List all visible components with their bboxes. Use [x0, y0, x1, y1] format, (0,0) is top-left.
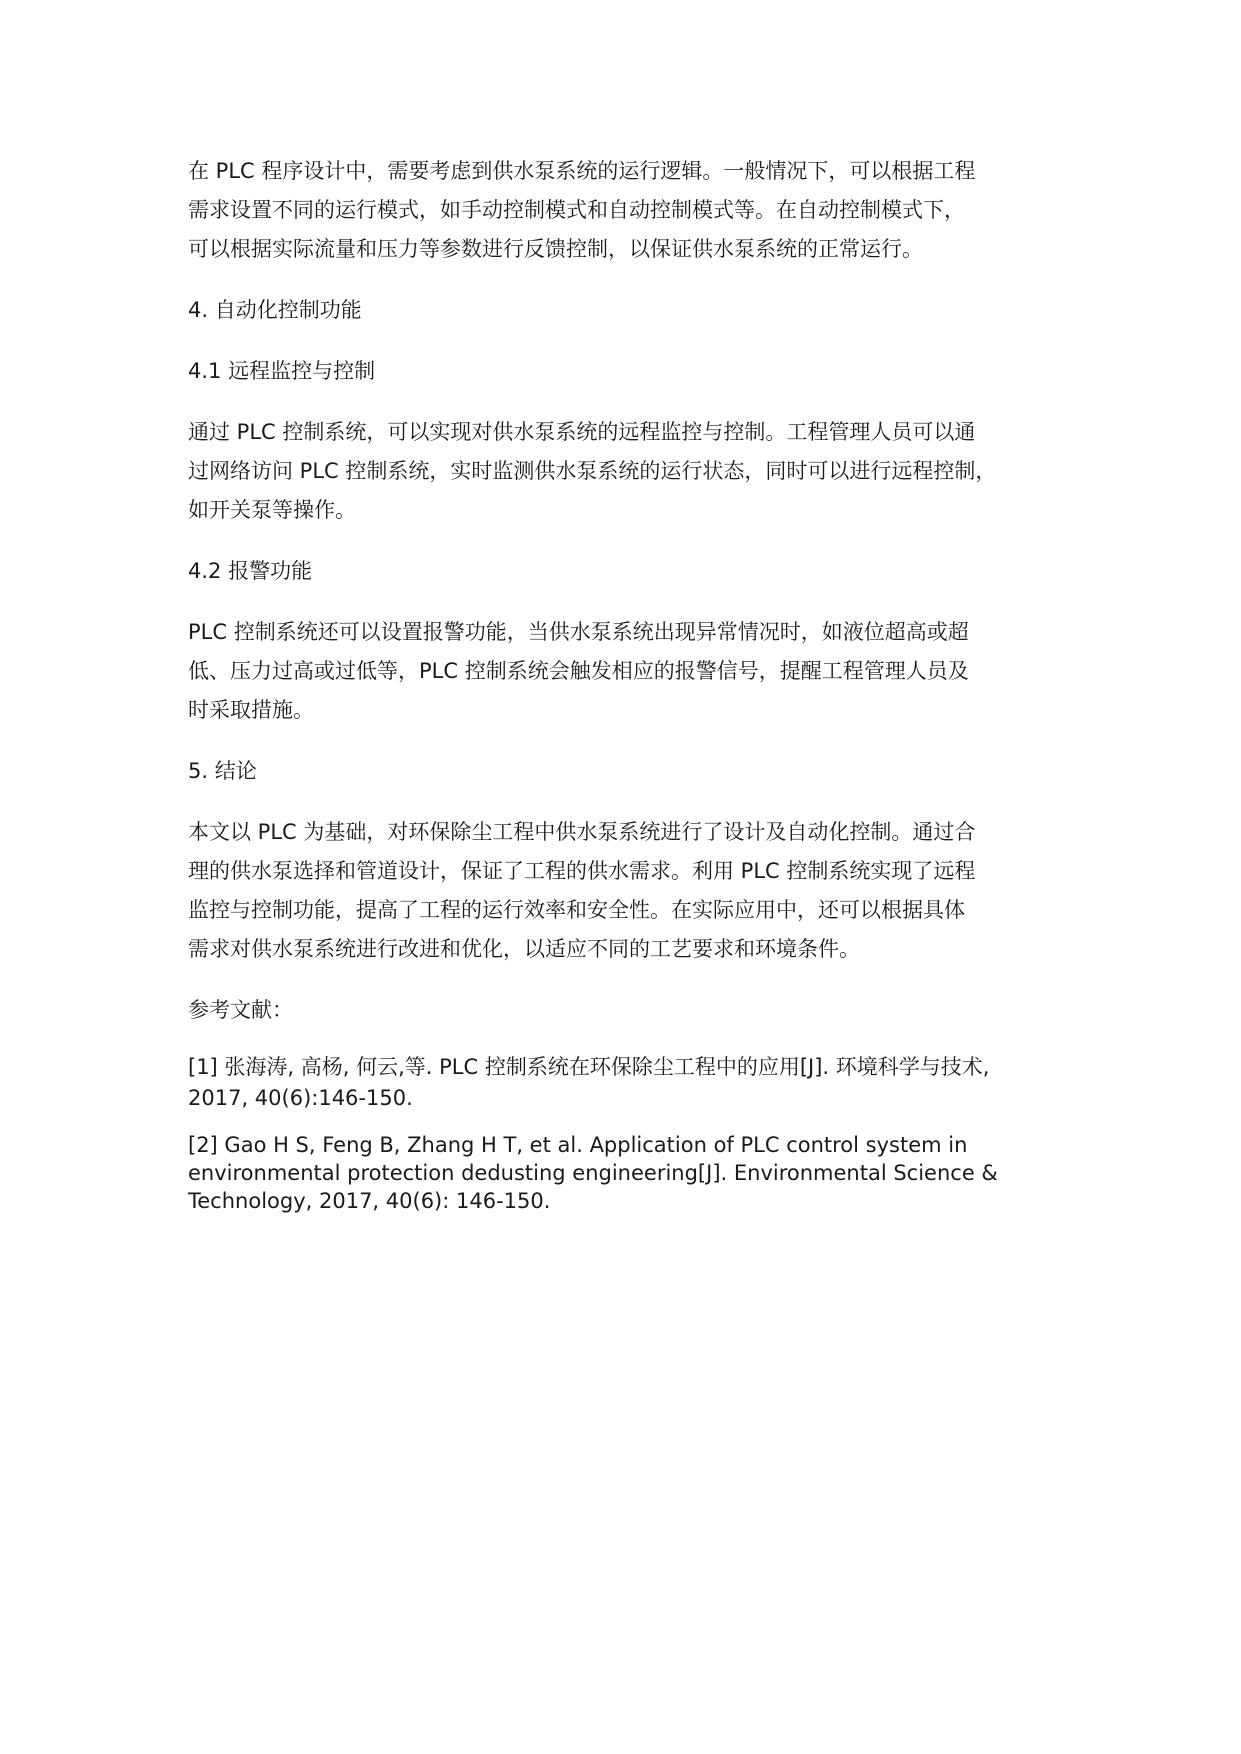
section-heading-5: 5. 结论 [188, 759, 257, 783]
section-4-1-paragraph [188, 413, 1088, 530]
paragraph-line: 在 PLC 程序设计中，需要考虑到供水泵系统的运行逻辑。一般情况下，可以根据工程 [188, 159, 976, 183]
reference-line: [2] Gao H S, Feng B, Zhang H T, et al. Application of PLC control system in [188, 1133, 968, 1157]
reference-line: environmental protection dedusting engineering[J]. Environmental Science & [188, 1161, 998, 1185]
document-body [188, 152, 1088, 1232]
section-heading-4: 4. 自动化控制功能 [188, 298, 362, 322]
paragraph-line: 理的供水泵选择和管道设计，保证了工程的供水需求。利用 PLC 控制系统实现了远程 [188, 859, 976, 883]
reference-item-1 [188, 1052, 1088, 1114]
paragraph-line: 监控与控制功能，提高了工程的运行效率和安全性。在实际应用中，还可以根据具体 [188, 898, 965, 922]
paragraph-line: 可以根据实际流量和压力等参数进行反馈控制，以保证供水泵系统的正常运行。 [188, 237, 923, 261]
reference-line: 2017, 40(6):146-150. [188, 1086, 413, 1110]
paragraph-line: 如开关泵等操作。 [188, 498, 356, 522]
reference-item-2 [188, 1131, 1088, 1215]
paragraph-line: 过网络访问 PLC 控制系统，实时监测供水泵系统的运行状态，同时可以进行远程控制， [188, 459, 997, 483]
paragraph-line: 本文以 PLC 为基础，对环保除尘工程中供水泵系统进行了设计及自动化控制。通过合 [188, 820, 976, 844]
paragraph-line: 需求对供水泵系统进行改进和优化，以适应不同的工艺要求和环境条件。 [188, 937, 860, 961]
section-heading-4-2: 4.2 报警功能 [188, 559, 313, 583]
paragraph-line: 需求设置不同的运行模式，如手动控制模式和自动控制模式等。在自动控制模式下， [188, 198, 965, 222]
paragraph-line: 通过 PLC 控制系统，可以实现对供水泵系统的远程监控与控制。工程管理人员可以通 [188, 420, 976, 444]
reference-line: [1] 张海涛, 高杨, 何云,等. PLC 控制系统在环保除尘工程中的应用[J]. 环境科学与技术, [188, 1055, 990, 1079]
references-heading: 参考文献： [188, 998, 293, 1022]
section-4-2-paragraph [188, 613, 1088, 730]
section-heading-4-1: 4.1 远程监控与控制 [188, 359, 376, 383]
paragraph-line: 时采取措施。 [188, 698, 314, 722]
section-5-paragraph [188, 813, 1088, 969]
reference-line: Technology, 2017, 40(6): 146-150. [188, 1189, 551, 1213]
intro-paragraph [188, 152, 1088, 269]
paragraph-line: PLC 控制系统还可以设置报警功能，当供水泵系统出现异常情况时，如液位超高或超 [188, 620, 969, 644]
paragraph-line: 低、压力过高或过低等，PLC 控制系统会触发相应的报警信号，提醒工程管理人员及 [188, 659, 969, 683]
